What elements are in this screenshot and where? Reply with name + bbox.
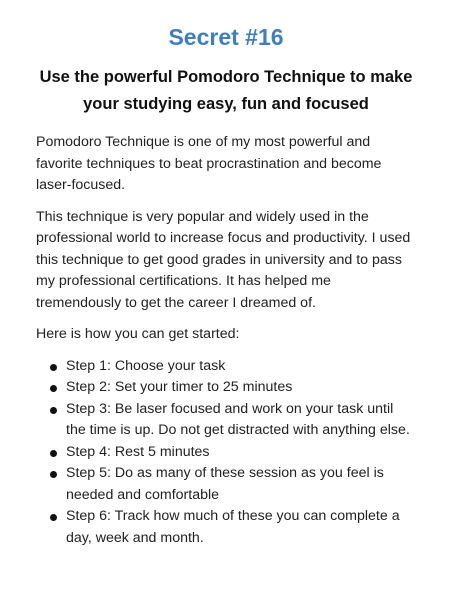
list-item [48,442,416,464]
bullet-icon [50,450,57,457]
list-item [48,377,416,399]
step-text: Step 6: Track how much of these you can complete a day, week and month. [66,508,400,546]
steps-intro: Here is how you can get started: [36,326,240,342]
step-text: Step 2: Set your timer to 25 minutes [66,379,293,395]
bullet-icon [50,407,57,414]
steps-list [36,356,416,550]
list-item [48,356,416,378]
body-paragraph: This technique is very popular and widely used in the professional world to increase focus and productivity. I used this technique to get good grades in university and to pass my professional certifications. It has helped me tremendously to get the career I dreamed of. [36,208,411,311]
list-item [48,399,416,442]
bullet-icon [50,364,57,371]
bullet-icon [50,471,57,478]
step-text: Step 5: Do as many of these session as you feel is needed and comfortable [66,465,384,503]
step-text: Step 1: Choose your task [66,357,226,374]
section-subtitle: Use the powerful Pomodoro Technique to make your studying easy, fun and focused [39,68,413,113]
bullet-icon [50,514,57,521]
list-item [48,463,416,506]
bullet-icon [50,385,57,392]
intro-paragraph: Pomodoro Technique is one of my most powerful and favorite techniques to beat procrastination and become laser-focused. [36,134,382,193]
list-item [48,506,416,549]
step-text: Step 3: Be laser focused and work on your task until the time is up. Do not get distracted with anything else. [66,400,410,438]
section-title: Secret #16 [168,24,284,50]
step-text: Step 4: Rest 5 minutes [66,443,210,460]
